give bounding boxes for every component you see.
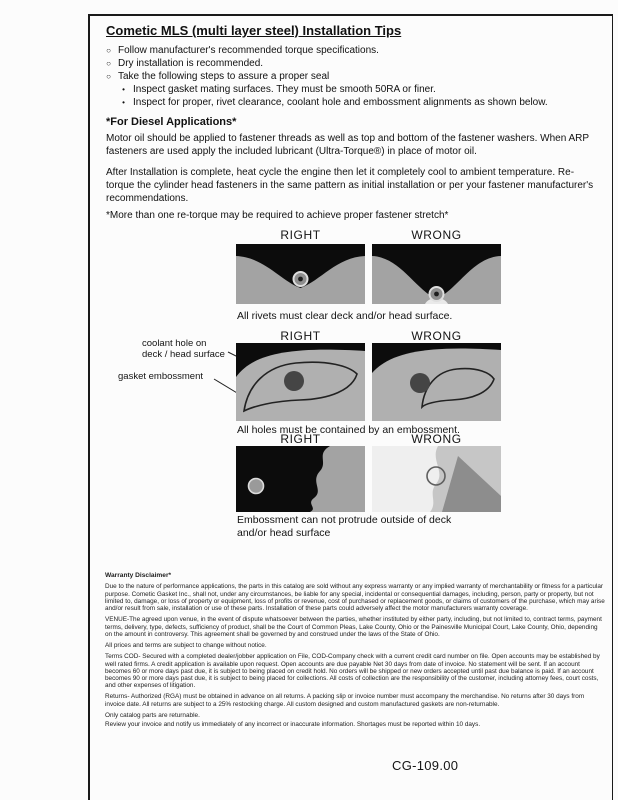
- wrong-label-rivets: WRONG: [411, 228, 462, 242]
- tip-text: Follow manufacturer's recommended torque specifications.: [118, 45, 379, 56]
- document-code: CG-109.00: [392, 758, 459, 773]
- tip-text: Inspect gasket mating surfaces. They must be smooth 50RA or finer.: [133, 84, 436, 95]
- coolant-hole: [284, 371, 304, 391]
- circle-bullet-icon: ○: [106, 72, 111, 81]
- list-item: [104, 57, 600, 70]
- wrong-label-embossment: WRONG: [411, 432, 462, 446]
- legal-text-block: [105, 572, 605, 732]
- right-label-rivets: RIGHT: [280, 228, 321, 242]
- dot-bullet-icon: •: [122, 98, 125, 107]
- warranty-paragraph: Due to the nature of performance applications, the parts in this catalog are sold without any express warranty or any implied warranty of merchantability or fitness for a particular purpose. Cometic Gasket Inc., shall not, under any circumstances, be liable for any special, incidental or consequential damages, including, person, party or property, but not limited to, damage, or loss of property or equipment, loss of profits or revenue, cost of purchased or replacement goods, or claims of customers of the purchase, which may arise and/or result from sale, installation or use of these parts. Installation of these parts could adversely affect the motor manufacturers warranty coverage.: [105, 583, 605, 613]
- deck-surface: [372, 446, 439, 512]
- list-sub-item: [119, 96, 600, 109]
- list-item: [104, 70, 600, 83]
- wrong-label-holes: WRONG: [411, 329, 462, 343]
- rivets-caption: All rivets must clear deck and/or head surface.: [237, 310, 453, 322]
- embossment-caption: Embossment can not protrude outside of deck and/or head surface: [237, 514, 452, 539]
- retorque-note: *More than one re-torque may be required to achieve proper fastener stretch*: [106, 210, 449, 221]
- list-item: [104, 44, 600, 57]
- page-title: Cometic MLS (multi layer steel) Installation Tips: [106, 23, 402, 38]
- deck-surface: [372, 349, 501, 421]
- warranty-disclaimer-heading: Warranty Disclaimer*: [105, 572, 172, 579]
- circle-bullet-icon: ○: [106, 59, 111, 68]
- coolant-hole: [410, 373, 430, 393]
- circle-bullet-icon: ○: [106, 46, 111, 55]
- embossment-right-diagram: [236, 446, 365, 512]
- right-label-embossment: RIGHT: [280, 432, 321, 446]
- holes-caption: All holes must be contained by an embossment.: [237, 424, 460, 436]
- right-label-holes: RIGHT: [280, 329, 321, 343]
- list-sub-item: [119, 83, 600, 96]
- invoice-review-note: Review your invoice and notify us immediately of any incorrect or inaccurate information. Shortages must be reported within 10 days.: [105, 721, 481, 729]
- diesel-paragraph-2: After Installation is complete, heat cycle the engine then let it completely cool to ambient temperature. Re-torque the cylinder head fasteners in the same pattern as initial installation or per your fastener manufacturer's recommendations.: [106, 167, 594, 204]
- tip-text: Dry installation is recommended.: [118, 58, 264, 69]
- tips-list: [104, 44, 600, 109]
- rivet-center: [434, 292, 439, 297]
- embossment-wrong-diagram: [372, 446, 501, 512]
- diesel-heading: *For Diesel Applications*: [106, 116, 237, 128]
- prices-notice: All prices and terms are subject to change without notice.: [105, 642, 267, 650]
- tip-text: Inspect for proper, rivet clearance, coolant hole and embossment alignments as shown below.: [133, 97, 548, 108]
- diesel-paragraph-1: Motor oil should be applied to fastener threads as well as top and bottom of the fastener washers. When ARP fasteners are used apply the included lubricant (Ultra-Torque®) in place of motor oil.: [106, 133, 589, 157]
- coolant-hole-wrong-diagram: [372, 343, 501, 421]
- catalog-returnable-note: Only catalog parts are returnable.: [105, 711, 200, 719]
- venue-paragraph: VENUE-The agreed upon venue, in the event of dispute whatsoever between the parties, whether instituted by either party, including, but not limited to, contract terms, payment terms, delivery, type, defects, sufficiency of product, shall be the Court of Common Pleas, Lake County, Ohio or the Painesville Municipal Court, Lake County, Ohio, depending on the amount in controversy. This agreement shall be governed by and construed under the laws of the State of Ohio.: [105, 616, 602, 638]
- returns-paragraph: Returns- Authorized (RGA) must be obtained in advance on all returns. A packing slip or invoice number must accompany the merchandise. No returns after 30 days from invoice date. All returns are subject to a 25% restocking charge. All custom designed and custom manufactured gaskets are non-returnable.: [105, 693, 585, 708]
- coolant-hole-right-diagram: [236, 343, 365, 421]
- embossed-hole: [249, 479, 264, 494]
- gasket-embossment-callout: gasket embossment: [118, 371, 204, 382]
- dot-bullet-icon: •: [122, 85, 125, 94]
- rivet-center: [298, 277, 303, 282]
- coolant-hole-callout: coolant hole on deck / head surface: [142, 338, 225, 360]
- tip-text: Take the following steps to assure a proper seal: [118, 71, 330, 82]
- rivet-right-diagram: [236, 244, 365, 304]
- rivet-wrong-diagram: [372, 244, 501, 304]
- terms-paragraph: Terms COD- Secured with a completed dealer/jobber application on File, COD-Company check with a current credit card number on file. Open accounts may be established by well rated firms. A credit application is available upon request. Open accounts are due payable Net 30 days from date of invoice. No statement will be sent. If an account becomes 60 or more days past due, it is subject to being placed on credit hold. No orders will be shipped or new orders accepted until past due balance is paid. If an account becomes 90 or more days past due, it is subject to being placed for collections. All costs of collection are the responsibility of the customer, including attorney fees, court costs, and other expenses of litigation.: [105, 653, 600, 690]
